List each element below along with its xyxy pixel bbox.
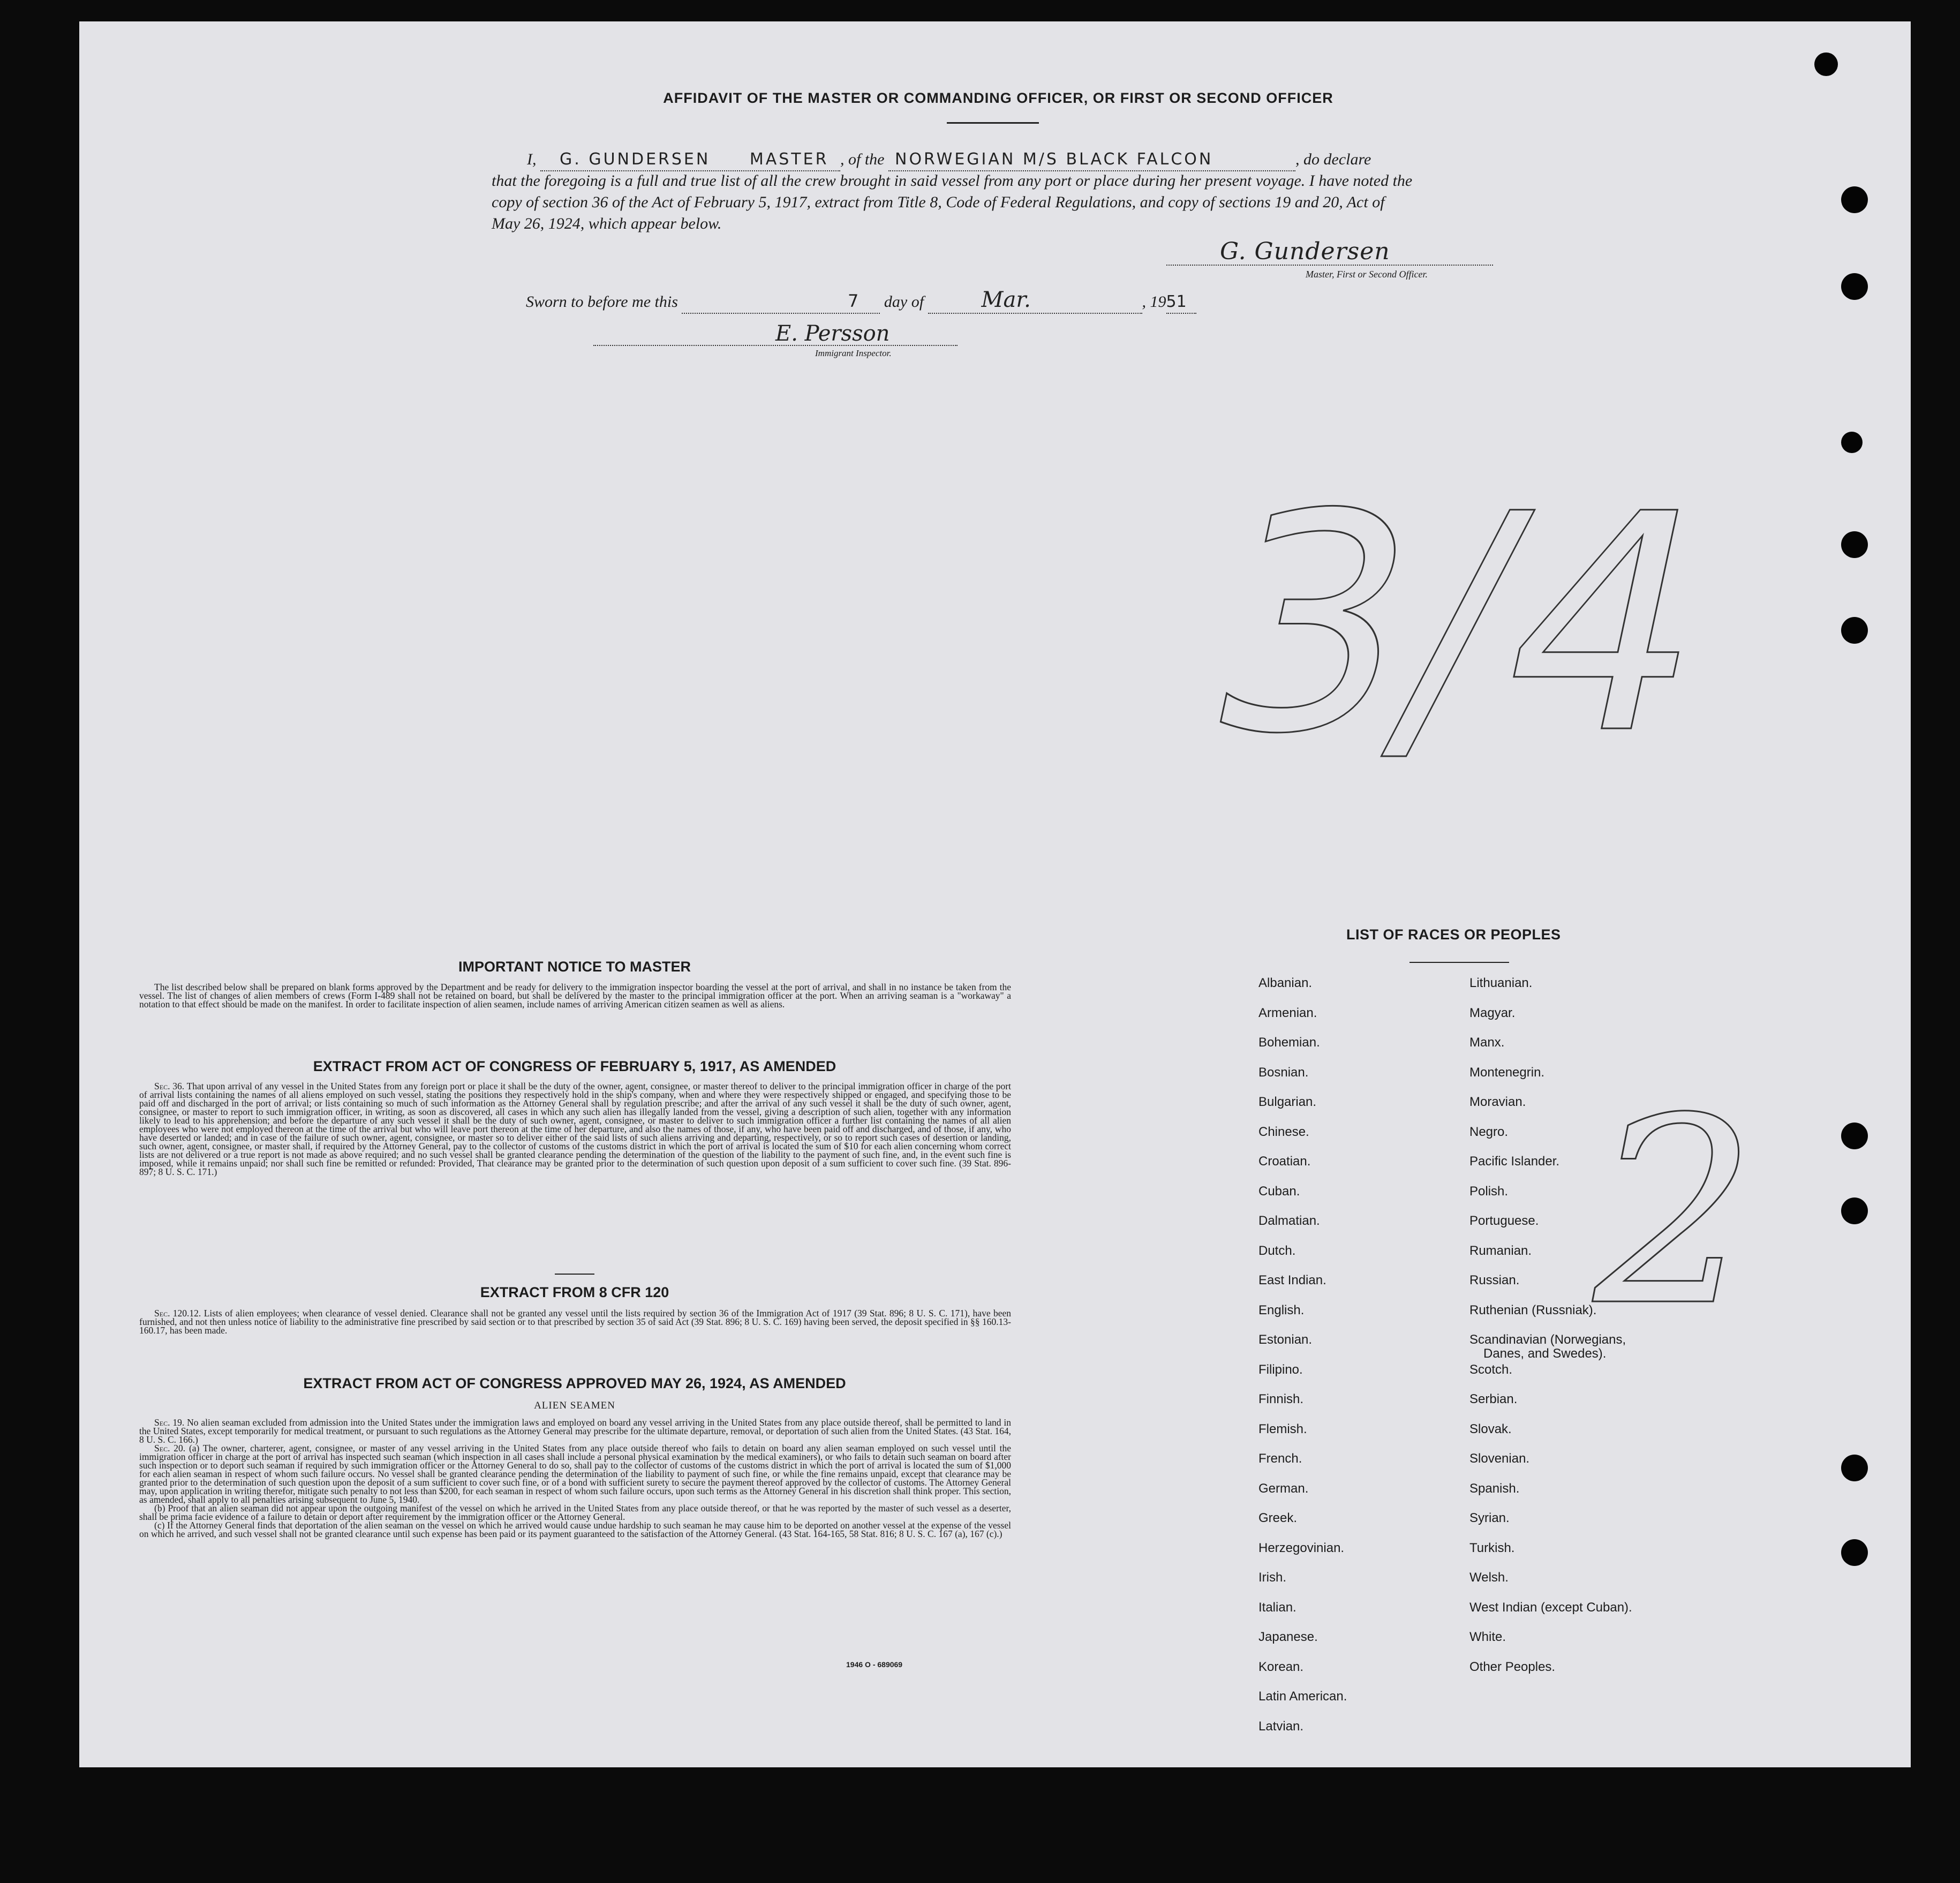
sec20-label: Sec. 20. bbox=[154, 1443, 186, 1453]
sworn-label: Sworn to before me this bbox=[526, 293, 678, 311]
race-item: Magyar. bbox=[1469, 1005, 1516, 1020]
race-item: Syrian. bbox=[1469, 1511, 1510, 1525]
notice-body: The list described below shall be prepared on blank forms approved by the Department and be ready for delivery to the immigration inspector boarding the vessel at the port of arrival, and shall in no instance be taken from the vessel. The list of changes of alien members of crews (Form I-489 shall not be retained on board, but shall be delivered by the master to the principal immigration officer at the port. When an arriving seaman is a "workaway" a notation to that effect should be made on the manifest. In order to facilitate inspection of alien seamen, include names of arriving American citizen seamen as well as aliens. bbox=[139, 982, 1011, 1010]
race-item: Scotch. bbox=[1469, 1362, 1513, 1377]
sec20b-paragraph bbox=[139, 1504, 1011, 1521]
inspector-caption: Immigrant Inspector. bbox=[815, 348, 892, 358]
race-item: Latvian. bbox=[1258, 1719, 1304, 1734]
extract-cfr-title: EXTRACT FROM 8 CFR 120 bbox=[480, 1284, 669, 1300]
race-item: Polish. bbox=[1469, 1184, 1509, 1199]
notice-title: IMPORTANT NOTICE TO MASTER bbox=[458, 959, 691, 975]
sec120-body: Lists of alien employees; when clearance of vessel denied. Clearance shall not be granted any vessel until the lists required by section 36 of the Immigration Act of 1917 (39 Stat. 896; 8 U. S. C. 171), have been furnished, and not then unless notice of liability to the administrative fine prescribed by said section or to that prescribed by section 35 of said Act (39 Stat. 896; 8 U. S. C. 169) having been served, the deposit specified in §§ 160.13-160.17, has been made. bbox=[139, 1308, 1011, 1336]
race-item: Slovak. bbox=[1469, 1421, 1512, 1436]
vessel-name: NORWEGIAN M/S BLACK FALCON bbox=[895, 150, 1213, 169]
day-of-label: day of bbox=[884, 293, 924, 311]
sec20a-body: (a) The owner, charterer, agent, consignee, or master of any vessel arriving in the United States from any place outside thereof who fails to detain on board any alien seaman employed on such vessel until the immigration officer in charge at the port of arrival has inspected such seaman (which inspection in all cases shall include a personal physical examination by the medical examiners), or who fails to detain such seaman on board after such inspection or to deport such seaman if required by such immigration officer or the Attorney General to do so, shall pay to the collector of customs of the customs district in which the port of arrival is located the sum of $1,000 for each alien seaman in respect of whom such failure occurs. No vessel shall be granted clearance pending the determination of the liability to payment of such fine, or while the fine remains unpaid, except that clearance may be granted prior to the determination of such question upon the deposit of a sum sufficient to cover such fine, or of a bond with sufficient surety to secure the payment thereof approved by the collector of customs. The Attorney General may, upon application in writing therefor, mitigate such penalty to not less than $200, for each seaman in respect of whom such failure occurs, upon such terms as the Attorney General in his discretion shall think proper. This section, as amended, shall apply to all penalties arising subsequent to June 5, 1940. bbox=[139, 1443, 1011, 1505]
do-declare-label: , do declare bbox=[1295, 150, 1371, 168]
race-item: Other Peoples. bbox=[1469, 1659, 1556, 1674]
race-item: Slovenian. bbox=[1469, 1451, 1530, 1466]
extract-1924-title: EXTRACT FROM ACT OF CONGRESS APPROVED MAY 26, 1924, AS AMENDED bbox=[303, 1375, 846, 1391]
document-page bbox=[79, 21, 1911, 1767]
race-item: Croatian. bbox=[1258, 1154, 1311, 1169]
race-item: Scandinavian (Norwegians, bbox=[1469, 1332, 1626, 1347]
race-item: Cuban. bbox=[1258, 1184, 1300, 1199]
race-item: Lithuanian. bbox=[1469, 976, 1533, 990]
extract-1917-text bbox=[139, 1082, 1011, 1176]
sworn-year-field bbox=[1166, 291, 1196, 314]
sec19-label: Sec. 19. bbox=[154, 1417, 185, 1428]
master-signature: G. Gundersen bbox=[1220, 238, 1390, 265]
cfr-rule bbox=[555, 1274, 594, 1275]
race-item: Greek. bbox=[1258, 1511, 1298, 1525]
affidavit-line-3: copy of section 36 of the Act of February 5, 1917, extract from Title 8, Code of Federal Regulations, and copy of sections 19 and 20, Act of bbox=[492, 193, 1385, 211]
extract-1917-title: EXTRACT FROM ACT OF CONGRESS OF FEBRUARY 5, 1917, AS AMENDED bbox=[313, 1058, 836, 1074]
race-item: Estonian. bbox=[1258, 1332, 1313, 1347]
affidavit-line-4: May 26, 1924, which appear below. bbox=[492, 215, 722, 232]
race-item: Portuguese. bbox=[1469, 1214, 1539, 1228]
affidavit-title: AFFIDAVIT OF THE MASTER OR COMMANDING OFFICER, OR FIRST OR SECOND OFFICER bbox=[663, 90, 1333, 106]
punch-hole-5 bbox=[1841, 531, 1868, 558]
punch-hole-1 bbox=[1814, 52, 1838, 76]
affidavit-line-2: that the foregoing is a full and true list of all the crew brought in said vessel from any port or place during her present voyage. I have noted the bbox=[492, 172, 1413, 190]
inspector-signature: E. Persson bbox=[775, 321, 890, 346]
race-item: Flemish. bbox=[1258, 1421, 1307, 1436]
extract-1924-text bbox=[139, 1418, 1011, 1538]
race-item: Turkish. bbox=[1469, 1540, 1515, 1555]
race-item: Albanian. bbox=[1258, 976, 1313, 990]
punch-hole-10 bbox=[1841, 1455, 1868, 1481]
race-item: English. bbox=[1258, 1302, 1305, 1317]
race-item: Chinese. bbox=[1258, 1124, 1309, 1139]
sec20a-paragraph bbox=[139, 1444, 1011, 1504]
race-item: White. bbox=[1469, 1630, 1506, 1644]
print-code: 1946 O - 689069 bbox=[846, 1660, 903, 1669]
race-item: Rumanian. bbox=[1469, 1243, 1532, 1258]
sec36-label: Sec. 36. bbox=[154, 1081, 185, 1091]
race-item: Herzegovinian. bbox=[1258, 1540, 1345, 1555]
race-item: Bulgarian. bbox=[1258, 1095, 1317, 1109]
race-item: Dutch. bbox=[1258, 1243, 1296, 1258]
sec20c-paragraph bbox=[139, 1521, 1011, 1538]
punch-hole-11 bbox=[1841, 1539, 1868, 1566]
race-item: German. bbox=[1258, 1481, 1309, 1496]
sworn-year: 51 bbox=[1166, 292, 1187, 311]
page-number-text: 3/4 bbox=[1181, 449, 1738, 800]
affidavit-line-1 bbox=[527, 149, 1371, 171]
page-number-annotation bbox=[1181, 418, 1738, 846]
race-item: Welsh. bbox=[1469, 1570, 1509, 1585]
vessel-field bbox=[888, 149, 1295, 171]
race-item: Filipino. bbox=[1258, 1362, 1303, 1377]
races-title: LIST OF RACES OR PEOPLES bbox=[1346, 927, 1561, 943]
punch-hole-4 bbox=[1841, 432, 1863, 453]
master-name-field bbox=[540, 149, 840, 171]
sworn-day-field bbox=[682, 290, 880, 314]
extract-cfr-text bbox=[139, 1309, 1011, 1335]
punch-hole-6 bbox=[1841, 617, 1868, 644]
race-item: Italian. bbox=[1258, 1600, 1296, 1615]
sworn-day: 7 bbox=[848, 291, 859, 311]
sworn-month-field bbox=[928, 289, 1142, 314]
sec120-label: Sec. 120.12. bbox=[154, 1308, 201, 1319]
race-item: Latin American. bbox=[1258, 1689, 1347, 1704]
race-item: French. bbox=[1258, 1451, 1302, 1466]
race-item: East Indian. bbox=[1258, 1273, 1326, 1287]
race-item: Ruthenian (Russniak). bbox=[1469, 1302, 1597, 1317]
of-the-label: , of the bbox=[840, 150, 885, 168]
race-item: Russian. bbox=[1469, 1273, 1520, 1287]
sec20b-body: (b) Proof that an alien seaman did not appear upon the outgoing manifest of the vessel on which he arrived in the United States from any place outside thereof, or that he was reported by the master of such vessel as a deserter, shall be prima facie evidence of a failure to detain or deport after requirement by the immigration officer or the Attorney General. bbox=[139, 1503, 1011, 1522]
race-item: Bohemian. bbox=[1258, 1035, 1320, 1050]
race-item: Manx. bbox=[1469, 1035, 1505, 1050]
race-item: Pacific Islander. bbox=[1469, 1154, 1560, 1169]
punch-hole-3 bbox=[1841, 273, 1868, 300]
master-caption: Master, First or Second Officer. bbox=[1306, 269, 1428, 280]
race-item: West Indian (except Cuban). bbox=[1469, 1600, 1632, 1615]
race-item: Danes, and Swedes). bbox=[1483, 1346, 1607, 1361]
sworn-line bbox=[526, 289, 1196, 314]
year-prefix: , 19 bbox=[1142, 293, 1166, 311]
page-mark-text: 2 bbox=[1593, 1063, 1757, 1362]
race-item: Dalmatian. bbox=[1258, 1214, 1320, 1228]
race-item: Armenian. bbox=[1258, 1005, 1317, 1020]
sec19-paragraph bbox=[139, 1418, 1011, 1444]
race-item: Finnish. bbox=[1258, 1392, 1304, 1406]
notice-text bbox=[139, 983, 1011, 1008]
race-item: Korean. bbox=[1258, 1659, 1304, 1674]
race-item: Spanish. bbox=[1469, 1481, 1520, 1496]
affidavit-i: I, bbox=[527, 150, 537, 168]
punch-hole-2 bbox=[1841, 186, 1868, 213]
title-rule bbox=[947, 122, 1039, 124]
sec36-body: That upon arrival of any vessel in the United States from any foreign port or place it shall be the duty of the owner, agent, consignee, or master thereof to deliver to the principal immigration officer in charge of the port of arrival lists containing the names of all aliens employed on such vessel, stating the positions they respectively hold in the ship's company, when and where they were respectively shipped or engaged, and specifying those to be paid off and discharged in the port of arrival; or lists containing so much of such information as the Attorney General shall by regulation prescribe; and after the arrival of any such vessel it shall be the duty of such owner, agent, consignee, or master to report to such immigration officer, in writing, as soon as discovered, all cases in which any such alien has illegally landed from the vessel, giving a description of such alien, together with any information likely to lead to his apprehension; and before the departure of any such vessel it shall be the duty of such owner, agent, consignee, or master to deliver to such immigration officer a further list containing the names of all alien employees who were not employed thereon at the time of the arrival but who will leave port thereon at the time of her departure, and also the names of those, if any, who have been paid off and discharged, and of those, if any, who have deserted or landed; and in case of the failure of such owner, agent, consignee, or master so to deliver either of the said lists of such aliens arriving and departing, respectively, or so to report such cases of desertion or landing, such owner, agent, consignee, or master shall, if required by the Attorney General, pay to the collector of customs of the customs district in which the port of arrival is located the sum of $10 for each alien concerning whom correct lists are not delivered or a true report is not made as above required; and no such vessel shall be granted clearance pending the determination of the question of the liability to the payment of such fine, and, in the event such fine is imposed, while it remains unpaid; nor shall such fine be remitted or refunded: Provided, That clearance may be granted prior to the determination of such question upon deposit of a sum sufficient to cover such fine. (39 Stat. 896-897; 8 U. S. C. 171.) bbox=[139, 1081, 1011, 1177]
extract-1924-subtitle: ALIEN SEAMEN bbox=[534, 1400, 615, 1411]
master-name: G. GUNDERSEN bbox=[560, 150, 711, 169]
sec19-body: No alien seaman excluded from admission into the United States under the immigration laws and employed on board any vessel arriving in the United States from any place outside thereof, shall be permitted to land in the United States, except temporarily for medical treatment, or pursuant to such regulations as the Attorney General may prescribe for the ultimate departure, removal, or deportation of such alien from the United States. (43 Stat. 164, 8 U. S. C. 166.) bbox=[139, 1417, 1011, 1445]
sec20c-body: (c) If the Attorney General finds that deportation of the alien seaman on the vessel on which he arrived would cause undue hardship to such seaman he may cause him to be deported on another vessel at the expense of the vessel on which he arrived, and such vessel shall not be granted clearance until such expense has been paid or its payment guaranteed to the satisfaction of the Attorney General. (43 Stat. 164-165, 58 Stat. 816; 8 U. S. C. 167 (a), 167 (c).) bbox=[139, 1520, 1011, 1539]
punch-hole-7 bbox=[1841, 1123, 1868, 1149]
race-item: Serbian. bbox=[1469, 1392, 1518, 1406]
sworn-month: Mar. bbox=[981, 288, 1031, 312]
race-item: Japanese. bbox=[1258, 1630, 1318, 1644]
race-item: Negro. bbox=[1469, 1124, 1509, 1139]
race-item: Bosnian. bbox=[1258, 1065, 1309, 1080]
master-title: MASTER bbox=[749, 150, 829, 169]
race-item: Montenegrin. bbox=[1469, 1065, 1545, 1080]
race-item: Irish. bbox=[1258, 1570, 1287, 1585]
races-rule bbox=[1409, 962, 1509, 963]
race-item: Moravian. bbox=[1469, 1095, 1526, 1109]
